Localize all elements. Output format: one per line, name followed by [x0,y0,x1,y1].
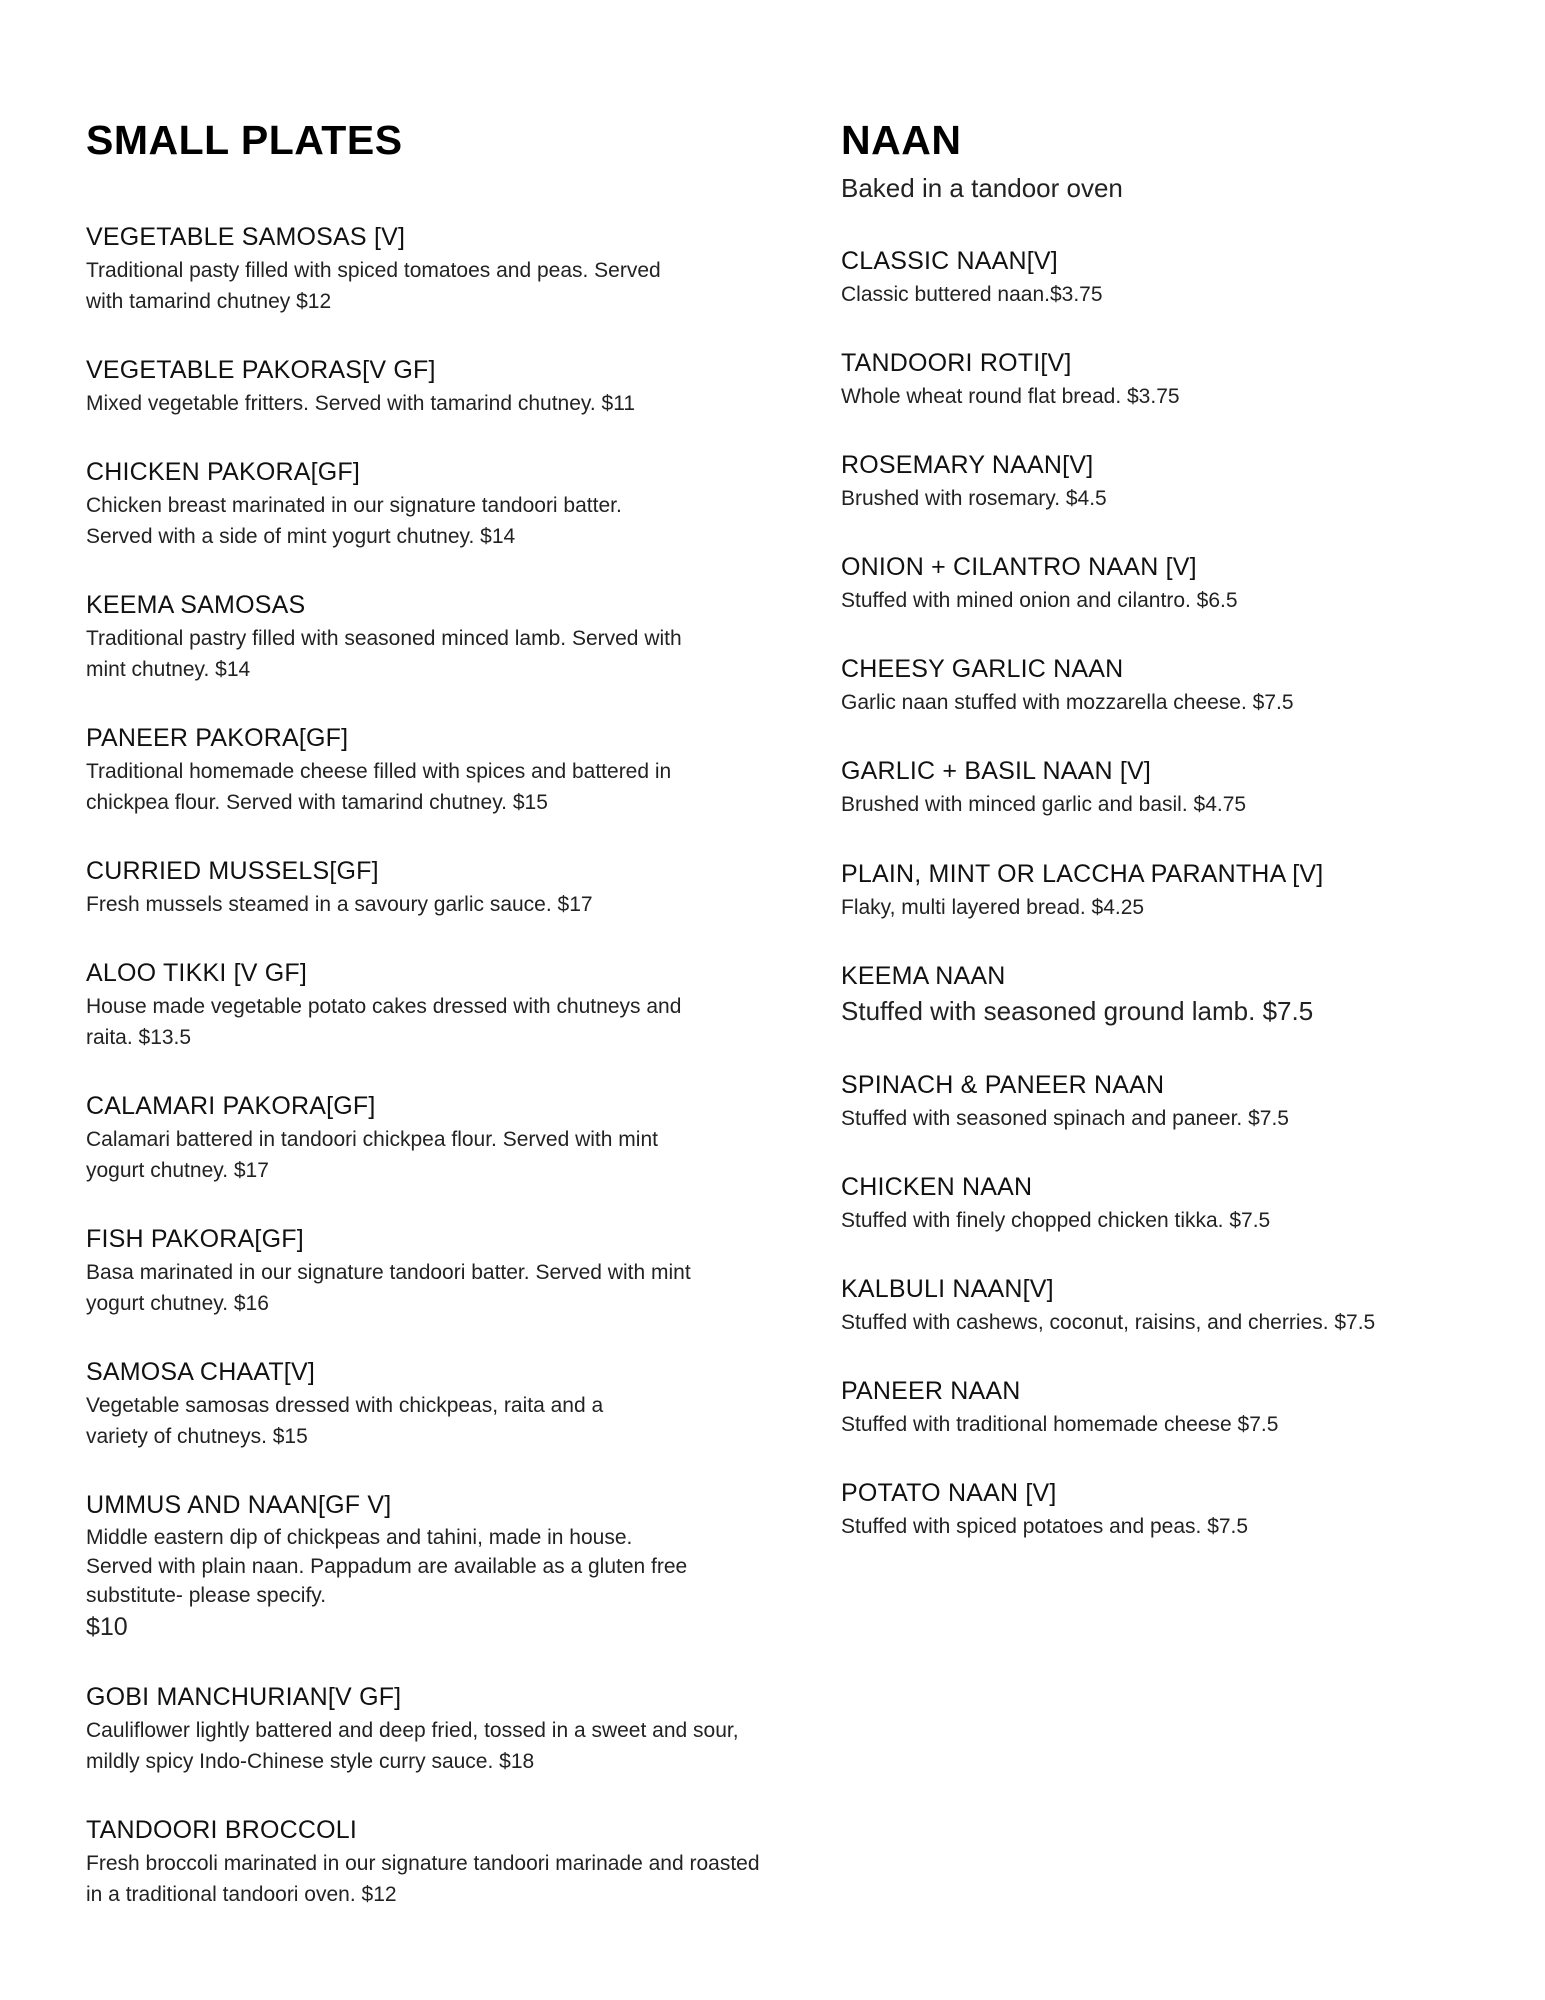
item-name: CURRIED MUSSELS[GF] [86,857,379,885]
item-description: Stuffed with traditional homemade cheese $7.5 [841,1413,1279,1436]
item-price: $10 [86,1613,128,1641]
item-name: KEEMA NAAN [841,962,1006,990]
item-description: Stuffed with seasoned spinach and paneer. $7.5 [841,1107,1289,1130]
item-name: FISH PAKORA[GF] [86,1225,304,1253]
item-name: KEEMA SAMOSAS [86,591,306,619]
item-name: UMMUS AND NAAN[GF V] [86,1491,392,1519]
item-description: House made vegetable potato cakes dressed with chutneys and raita. $13.5 [86,995,682,1049]
section-subtitle: Baked in a tandoor oven [841,173,1123,203]
item-description: Brushed with minced garlic and basil. $4.75 [841,793,1247,816]
item-description: Cauliflower lightly battered and deep fried, tossed in a sweet and sour, mildly spicy Indo-Chinese style curry sauce. $18 [86,1719,739,1773]
item-name: ONION + CILANTRO NAAN [V] [841,553,1197,581]
section-title-naan: NAAN [841,117,962,163]
menu-item [841,447,1461,514]
item-description: Stuffed with seasoned ground lamb. $7.5 [841,996,1314,1026]
menu-item [841,1373,1461,1440]
menu-item [841,1169,1461,1236]
menu-item [86,587,776,685]
item-description: Fresh mussels steamed in a savoury garlic sauce. $17 [86,893,593,916]
menu-item [841,753,1461,820]
menu-item [841,1067,1461,1134]
item-name: PANEER NAAN [841,1377,1021,1405]
item-description: Flaky, multi layered bread. $4.25 [841,896,1145,919]
menu-item [841,345,1461,412]
item-name: ALOO TIKKI [V GF] [86,959,308,987]
item-description: Traditional homemade cheese filled with spices and battered in chickpea flour. Served with tamarind chutney. $15 [86,760,672,814]
item-name: PLAIN, MINT OR LACCHA PARANTHA [V] [841,860,1324,888]
menu-item [841,651,1461,718]
item-description: Vegetable samosas dressed with chickpeas, raita and a variety of chutneys. $15 [86,1394,604,1448]
item-description: Fresh broccoli marinated in our signature tandoori marinade and roasted in a traditional tandoori oven. $12 [86,1852,760,1906]
menu-item [86,1088,776,1186]
item-name: GOBI MANCHURIAN[V GF] [86,1683,402,1711]
menu-item [86,1487,776,1644]
item-name: VEGETABLE SAMOSAS [V] [86,223,406,251]
item-name: ROSEMARY NAAN[V] [841,451,1094,479]
item-description: Garlic naan stuffed with mozzarella cheese. $7.5 [841,691,1294,714]
item-description: Stuffed with finely chopped chicken tikka. $7.5 [841,1209,1271,1232]
item-description: Classic buttered naan.$3.75 [841,283,1103,306]
item-description: Traditional pasty filled with spiced tomatoes and peas. Served with tamarind chutney $12 [86,259,661,313]
menu-item [841,549,1461,616]
menu-item [86,219,776,317]
menu-item [86,955,776,1053]
item-name: GARLIC + BASIL NAAN [V] [841,757,1152,785]
menu-item [841,1475,1461,1542]
item-description: Traditional pastry filled with seasoned minced lamb. Served with mint chutney. $14 [86,627,682,681]
item-name: PANEER PAKORA[GF] [86,724,349,752]
item-description: Middle eastern dip of chickpeas and tahini, made in house. Served with plain naan. Pappadum are available as a gluten free substitute- please specify. [86,1526,688,1607]
item-description: Calamari battered in tandoori chickpea flour. Served with mint yogurt chutney. $17 [86,1128,658,1182]
item-name: POTATO NAAN [V] [841,1479,1057,1507]
item-name: CHICKEN PAKORA[GF] [86,458,361,486]
item-description: Chicken breast marinated in our signature tandoori batter. Served with a side of mint yogurt chutney. $14 [86,494,622,548]
item-name: CHICKEN NAAN [841,1173,1033,1201]
item-name: KALBULI NAAN[V] [841,1275,1054,1303]
menu-item [86,1812,776,1910]
item-description: Mixed vegetable fritters. Served with tamarind chutney. $11 [86,392,635,415]
item-description: Stuffed with mined onion and cilantro. $6.5 [841,589,1238,612]
item-name: CHEESY GARLIC NAAN [841,655,1124,683]
menu-item [86,1221,776,1319]
item-name: SPINACH & PANEER NAAN [841,1071,1165,1099]
item-name: SAMOSA CHAAT[V] [86,1358,315,1386]
menu-item [841,856,1461,923]
item-name: VEGETABLE PAKORAS[V GF] [86,356,436,384]
item-name: TANDOORI ROTI[V] [841,349,1072,377]
menu-item [86,454,776,552]
menu-item [86,352,776,419]
menu-item [86,853,776,920]
menu-item [86,720,776,818]
item-name: TANDOORI BROCCOLI [86,1816,358,1844]
menu-item [86,1354,776,1452]
section-title-small-plates: SMALL PLATES [86,117,403,163]
menu-item [841,243,1461,310]
item-description: Basa marinated in our signature tandoori batter. Served with mint yogurt chutney. $16 [86,1261,691,1315]
item-name: CALAMARI PAKORA[GF] [86,1092,376,1120]
item-description: Stuffed with cashews, coconut, raisins, and cherries. $7.5 [841,1311,1376,1334]
menu-item [841,1271,1461,1338]
item-description: Whole wheat round flat bread. $3.75 [841,385,1180,408]
menu-item [86,1679,776,1777]
menu-item [841,958,1461,1028]
item-description: Brushed with rosemary. $4.5 [841,487,1107,510]
item-description: Stuffed with spiced potatoes and peas. $7.5 [841,1515,1249,1538]
item-name: CLASSIC NAAN[V] [841,247,1058,275]
